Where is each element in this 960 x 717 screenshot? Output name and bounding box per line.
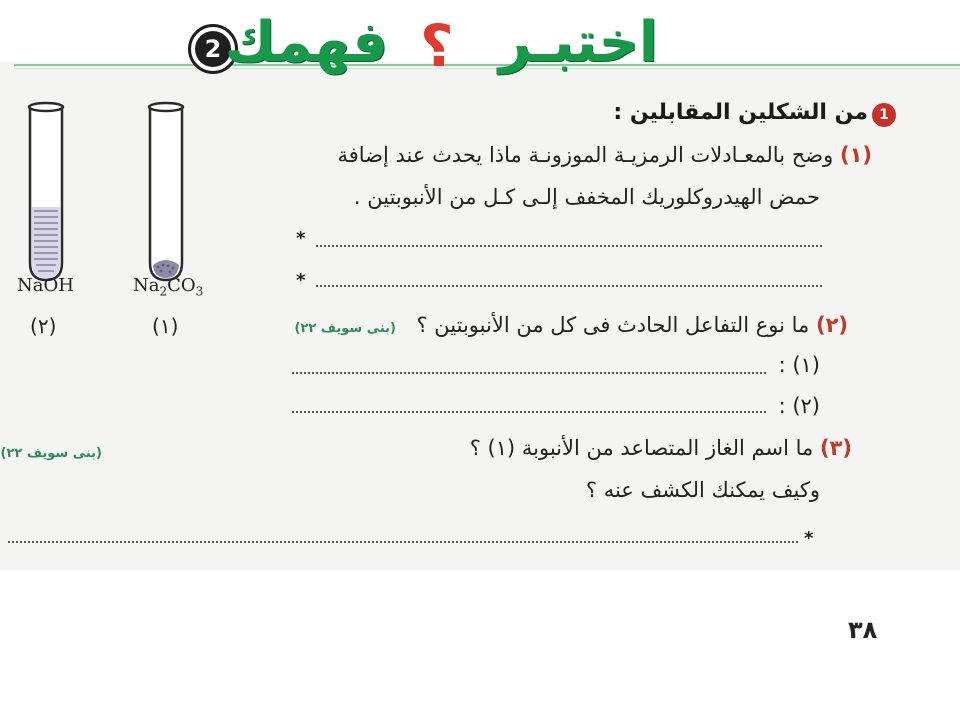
tube-naoh	[29, 103, 63, 280]
part2-line	[416, 313, 848, 337]
question-number-badge: 1	[872, 103, 896, 127]
answer-line-1[interactable]	[316, 245, 822, 247]
tube-sodium-carbonate	[149, 103, 183, 280]
tube1-number: (١)	[152, 314, 179, 338]
part2-answer-line-1[interactable]	[292, 372, 766, 374]
part3-number: (٣)	[819, 436, 852, 460]
part1-line1	[337, 143, 872, 167]
formula-sub-3: 3	[195, 284, 204, 299]
answer-star-3: *	[804, 528, 814, 549]
title-word-test: اختبـر	[498, 10, 658, 75]
part3-answer-line[interactable]	[8, 541, 798, 543]
question-mark-icon: ؟	[420, 12, 454, 80]
test-number: 2	[195, 31, 231, 67]
formula-co: CO	[167, 275, 196, 296]
tube2-number: (٢)	[30, 314, 57, 338]
part1-line2: حمض الهيدروكلوريك المخفف إلـى كـل من الأنبوبتين .	[353, 185, 820, 209]
page-number: ٣٨	[848, 616, 878, 644]
test-tubes-figure	[0, 95, 220, 445]
part1-text1: وضح بالمعـادلات الرمزيـة الموزونـة ماذا يحدث عند إضافة	[337, 143, 834, 167]
part3-line1	[470, 436, 852, 460]
question-intro: من الشكلين المقابلين :	[613, 100, 868, 125]
part2-text: ما نوع التفاعل الحادث فى كل من الأنبوبتين ؟	[416, 313, 810, 337]
naoh-label: NaOH	[17, 275, 74, 296]
part3-text1: ما اسم الغاز المتصاعد من الأنبوبة (١) ؟	[469, 436, 814, 460]
answer-line-2[interactable]	[316, 285, 822, 287]
part2-answer-label-1: (١) :	[778, 353, 820, 377]
answer-star-1: *	[296, 228, 306, 249]
formula-na: Na	[133, 275, 160, 296]
section-title	[188, 10, 658, 90]
title-word-understanding: فهمك	[224, 10, 388, 75]
formula-sub-2: 2	[159, 284, 168, 299]
part2-answer-line-2[interactable]	[292, 411, 766, 413]
answer-star-2: *	[296, 270, 306, 291]
part3-source: (بنى سويف ٢٢)	[0, 446, 102, 461]
sodium-carbonate-label	[133, 275, 203, 299]
part2-number: (٢)	[815, 313, 848, 337]
part1-number: (١)	[839, 143, 872, 167]
title-text	[499, 10, 658, 75]
part2-source: (بنى سويف ٢٢)	[294, 321, 396, 336]
part2-answer-label-2: (٢) :	[778, 394, 820, 418]
part3-line2: وكيف يمكنك الكشف عنه ؟	[585, 478, 820, 502]
